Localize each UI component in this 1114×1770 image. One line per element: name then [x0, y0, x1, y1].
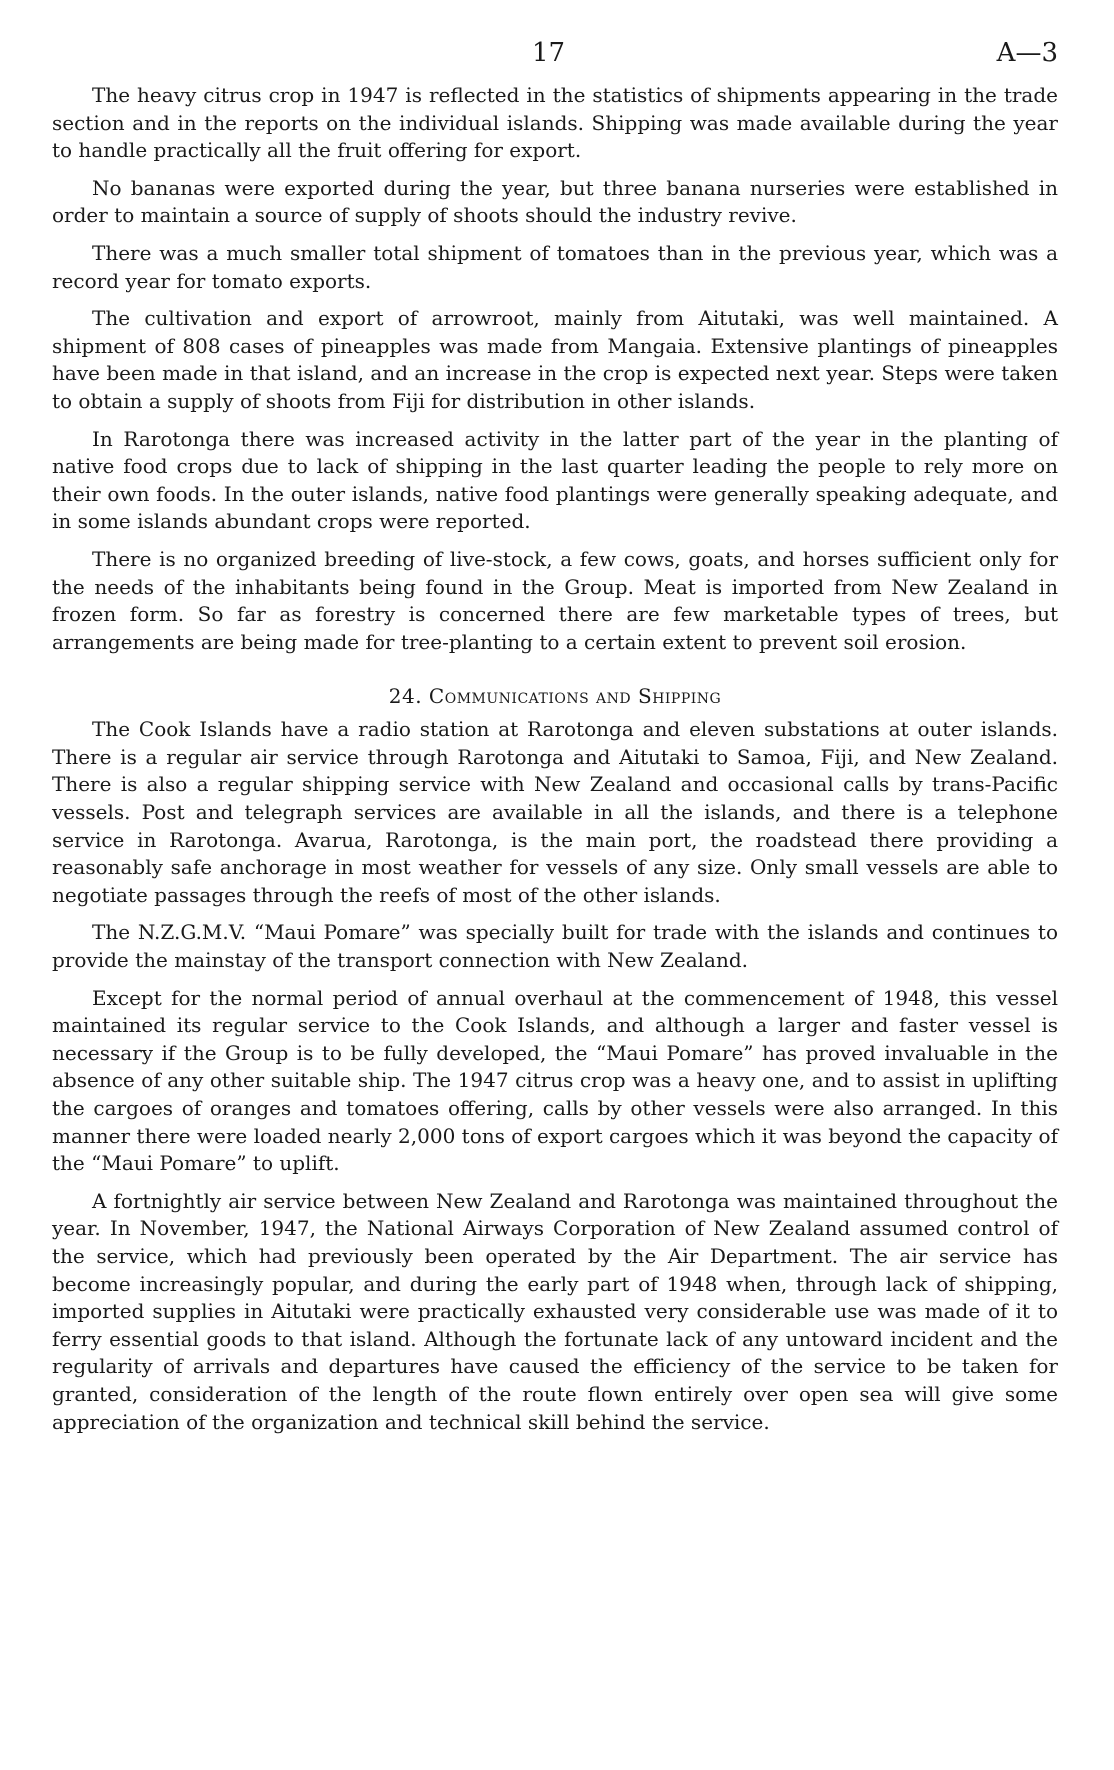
- paragraph-vessel-service: Except for the normal period of annual overhaul at the commencement of 1948, this vessel maintained its regular service to the Cook Islands, and although a larger and faster vessel is necessary if the Group is to be fully developed, the “Maui Pomare” has proved invaluable in the absence of any other suitable ship. The 1947 citrus crop was a heavy one, and to assist in uplifting the cargoes of oranges and tomatoes offering, calls by other vessels were also arranged. In this manner there were loaded nearly 2,000 tons of export cargoes which it was beyond the capacity of the “Maui Pomare” to uplift.: [52, 985, 1058, 1176]
- paragraph-livestock-forestry: There is no organized breeding of live-stock, a few cows, goats, and horses sufficient only for the needs of the inhabitants being found in the Group. Meat is imported from New Zealand in frozen form. So far as forestry is concerned there are few marketable types of trees, but arrangements are being made for tree-planting to a certain extent to prevent soil erosion.: [52, 546, 1058, 654]
- document-page: [52, 38, 1058, 1446]
- paragraph-bananas: No bananas were exported during the year, but three banana nurseries were established in order to maintain a source of supply of shoots should the industry revive.: [52, 175, 1058, 228]
- paragraph-arrowroot-pineapples: The cultivation and export of arrowroot, mainly from Aitutaki, was well maintained. A shipment of 808 cases of pineapples was made from Mangaia. Extensive plantings of pineapples have been made in that island, and an increase in the crop is expected next year. Steps were taken to obtain a supply of shoots from Fiji for distribution in other islands.: [52, 306, 1058, 413]
- section-heading: 24. Communications and Shipping: [388, 684, 722, 709]
- paragraph-communications: The Cook Islands have a radio station at Rarotonga and eleven substations at outer islands. There is a regular air service through Rarotonga and Aitutaki to Samoa, Fiji, and New Zealand. There is also a regular shipping service with New Zealand and occasional calls by trans-Pacific vessels. Post and telegraph services are available in all the islands, and there is a telephone service in Rarotonga. Avarua, Rarotonga, is the main port, the roadstead there providing a reasonably safe anchorage in most weather for vessels of any size. Only small vessels are able to negotiate passages through the reefs of most of the other islands.: [52, 717, 1058, 907]
- document-reference: A—3: [996, 38, 1058, 68]
- paragraph-air-service: A fortnightly air service between New Zealand and Rarotonga was maintained throughout the year. In November, 1947, the National Airways Corporation of New Zealand assumed control of the service, which had previously been operated by the Air Department. The air service has become increasingly popular, and during the early part of 1948 when, through lack of shipping, imported supplies in Aitutaki were practically exhausted very considerable use was made of it to ferry essential goods to that island. Although the fortunate lack of any untoward incident and the regularity of arrivals and departures have caused the efficiency of the service to be taken for granted, consideration of the length of the route flown entirely over open sea will give some appreciation of the organization and technical skill behind the service.: [52, 1188, 1058, 1434]
- paragraph-native-food: In Rarotonga there was increased activity in the latter part of the year in the planting of native food crops due to lack of shipping in the last quarter leading the people to rely more on their own foods. In the outer islands, native food plantings were generally speaking adequate, and in some islands abundant crops were reported.: [52, 426, 1058, 534]
- body-text: [52, 82, 1058, 1436]
- page-number: 17: [532, 38, 566, 68]
- paragraph-citrus: The heavy citrus crop in 1947 is reflected in the statistics of shipments appearing in the trade section and in the reports on the individual islands. Shipping was made available during the year to handle practically all the fruit offering for export.: [52, 83, 1058, 163]
- paragraph-maui-pomare: The N.Z.G.M.V. “Maui Pomare” was specially built for trade with the islands and continues to provide the mainstay of the transport connection with New Zealand.: [52, 920, 1058, 973]
- paragraph-tomatoes: There was a much smaller total shipment of tomatoes than in the previous year, which was a record year for tomato exports.: [52, 240, 1058, 293]
- running-header: [52, 38, 1058, 82]
